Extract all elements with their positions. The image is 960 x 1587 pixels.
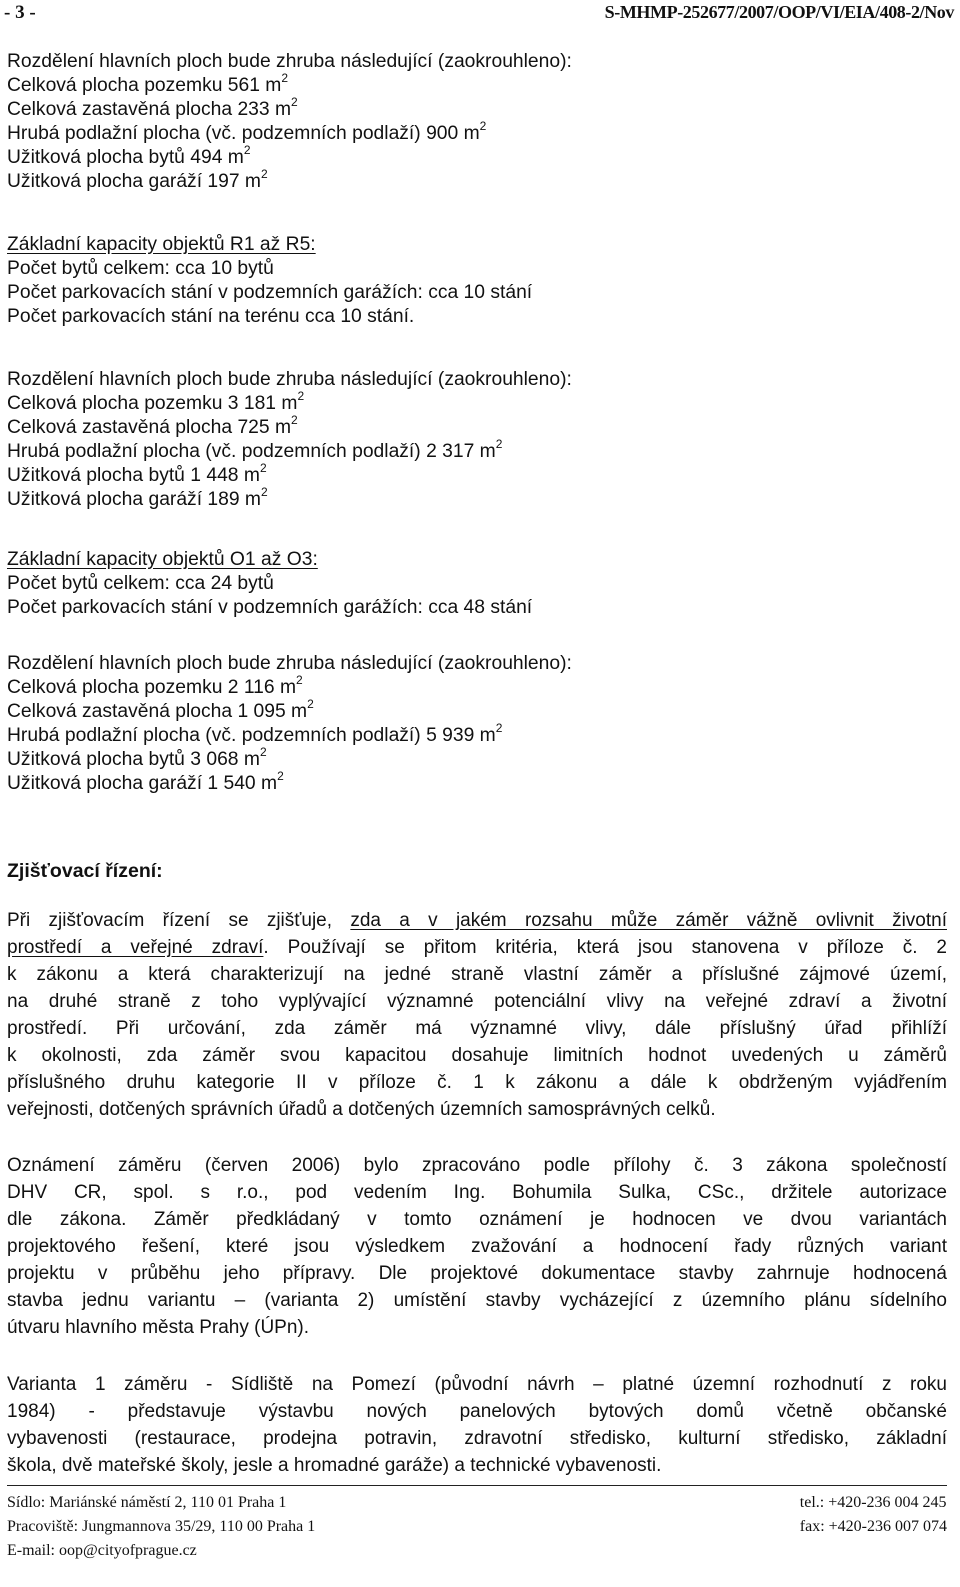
area-line: Hrubá podlažní plocha (vč. podzemních podlaží) 900 $m^2$ — [7, 118, 487, 144]
footer-fax: fax: +420-236 007 074 — [799, 1518, 947, 1535]
capacity-heading: Základní kapacity objektů O1 až O3: — [7, 549, 318, 570]
area-line: Užitková plocha garáží 1 540 $m^2$ — [7, 768, 284, 794]
footer-office: Pracoviště: Jungmannova 35/29, 110 00 Praha 1 — [7, 1518, 316, 1535]
paragraph-variant-1 — [7, 1371, 947, 1479]
area-intro: Rozdělení hlavních ploch bude zhruba následující (zaokrouhleno): — [7, 369, 572, 390]
paragraph-line: prostředí a veřejné zdraví. Používají se přitom kritéria, která jsou stanovena v příloze č. 2 — [7, 937, 947, 958]
paragraph-line: DHV CR, spol. s r.o., pod vedením Ing. Bohumila Sulka, CSc., držitele autorizace — [7, 1182, 947, 1203]
area-intro: Rozdělení hlavních ploch bude zhruba následující (zaokrouhleno): — [7, 653, 572, 674]
paragraph-line: projektu v průběhu jeho přípravy. Dle projektové dokumentace stavby zahrnuje hodnocená — [7, 1263, 947, 1284]
paragraph-line: 1984) - představuje výstavbu nových panelových bytových domů včetně občanské — [7, 1401, 947, 1422]
area-line: Užitková plocha garáží 197 $m^2$ — [7, 166, 268, 192]
area-intro: Rozdělení hlavních ploch bude zhruba následující (zaokrouhleno): — [7, 51, 572, 72]
paragraph-line: na druhé straně z toho vyplývající významné potenciální vlivy na veřejné zdraví a životní — [7, 991, 947, 1012]
paragraph-notification — [7, 1152, 947, 1341]
area-line: Celková zastavěná plocha 1 095 $m^2$ — [7, 696, 314, 722]
paragraph-line: škola, dvě mateřské školy, jesle a hromadné garáže) a technické vybavenosti. — [7, 1455, 662, 1476]
capacity-line: Počet bytů celkem: cca 24 bytů — [7, 573, 274, 594]
paragraph-line: k zákonu a která charakterizují na jedné straně vlastní záměr a příslušné zájmové území, — [7, 964, 947, 985]
footer-seat: Sídlo: Mariánské náměstí 2, 110 01 Praha 1 — [7, 1494, 287, 1511]
capacity-heading: Základní kapacity objektů R1 až R5: — [7, 234, 316, 255]
footer-phone: tel.: +420-236 004 245 — [799, 1494, 947, 1511]
footer-divider — [7, 1485, 947, 1486]
section-title: Zjišťovací řízení: — [7, 860, 163, 882]
capacity-line: Počet parkovacích stání v podzemních garážích: cca 48 stání — [7, 597, 533, 618]
area-line: Užitková plocha garáží 189 $m^2$ — [7, 484, 268, 510]
underlined-phrase: prostředí a veřejné zdraví — [7, 937, 264, 958]
document-reference: S-MHMP-252677/2007/OOP/VI/EIA/408-2/Nov — [604, 2, 954, 22]
area-line: Užitková plocha bytů 1 448 $m^2$ — [7, 460, 267, 486]
area-line: Hrubá podlažní plocha (vč. podzemních podlaží) 5 939 $m^2$ — [7, 720, 503, 746]
paragraph-line: Při zjišťovacím řízení se zjišťuje, zda a v jakém rozsahu může záměr vážně ovlivnit životní — [7, 910, 947, 931]
area-line: Užitková plocha bytů 3 068 $m^2$ — [7, 744, 267, 770]
page-number: - 3 - — [4, 2, 36, 23]
paragraph-line: k okolnosti, zda záměr svou kapacitou dosahuje limitních hodnot uvedených u záměrů — [7, 1045, 947, 1066]
paragraph-line: útvaru hlavního města Prahy (ÚPn). — [7, 1317, 310, 1338]
paragraph-line: dle zákona. Záměr předkládaný v tomto oznámení je hodnocen ve dvou variantách — [7, 1209, 947, 1230]
area-line: Celková plocha pozemku 561 $m^2$ — [7, 70, 289, 96]
paragraph-screening — [7, 907, 947, 1123]
area-line: Celková zastavěná plocha 725 $m^2$ — [7, 412, 298, 438]
capacity-line: Počet bytů celkem: cca 10 bytů — [7, 258, 274, 279]
paragraph-line: Oznámení záměru (červen 2006) bylo zpracováno podle přílohy č. 3 zákona společností — [7, 1155, 947, 1176]
paragraph-line: příslušného druhu kategorie II v příloze č. 1 k zákonu a dále k obdrženým vyjádřením — [7, 1072, 947, 1093]
paragraph-line: veřejnosti, dotčených správních úřadů a dotčených územních samosprávných celků. — [7, 1099, 716, 1120]
paragraph-line: vybavenosti (restaurace, prodejna potravin, zdravotní středisko, kulturní středisko, základní — [7, 1428, 947, 1449]
area-line: Celková plocha pozemku 2 116 $m^2$ — [7, 672, 303, 698]
area-line: Užitková plocha bytů 494 $m^2$ — [7, 142, 251, 168]
area-line: Celková zastavěná plocha 233 $m^2$ — [7, 94, 298, 120]
page-header — [4, 2, 954, 30]
capacity-line: Počet parkovacích stání v podzemních garážích: cca 10 stání — [7, 282, 533, 303]
underlined-phrase: zda a v jakém rozsahu může záměr vážně ovlivnit životní — [350, 910, 947, 931]
footer-email: E-mail: oop@cityofprague.cz — [7, 1542, 197, 1559]
paragraph-line: projektového řešení, které jsou výsledkem zvažování a hodnocení řady různých variant — [7, 1236, 947, 1257]
paragraph-line: stavba jednu variantu – (varianta 2) umístění stavby vycházející z územního plánu sídelního — [7, 1290, 947, 1311]
capacity-line: Počet parkovacích stání na terénu cca 10 stání. — [7, 306, 415, 327]
area-line: Hrubá podlažní plocha (vč. podzemních podlaží) 2 317 $m^2$ — [7, 436, 503, 462]
paragraph-line: Varianta 1 záměru - Sídliště na Pomezí (původní návrh – platné územní rozhodnutí z roku — [7, 1374, 947, 1395]
paragraph-line: prostředí. Při určování, zda záměr má významné vlivy, dále příslušný úřad přihlíží — [7, 1018, 947, 1039]
area-line: Celková plocha pozemku 3 181 $m^2$ — [7, 388, 305, 414]
